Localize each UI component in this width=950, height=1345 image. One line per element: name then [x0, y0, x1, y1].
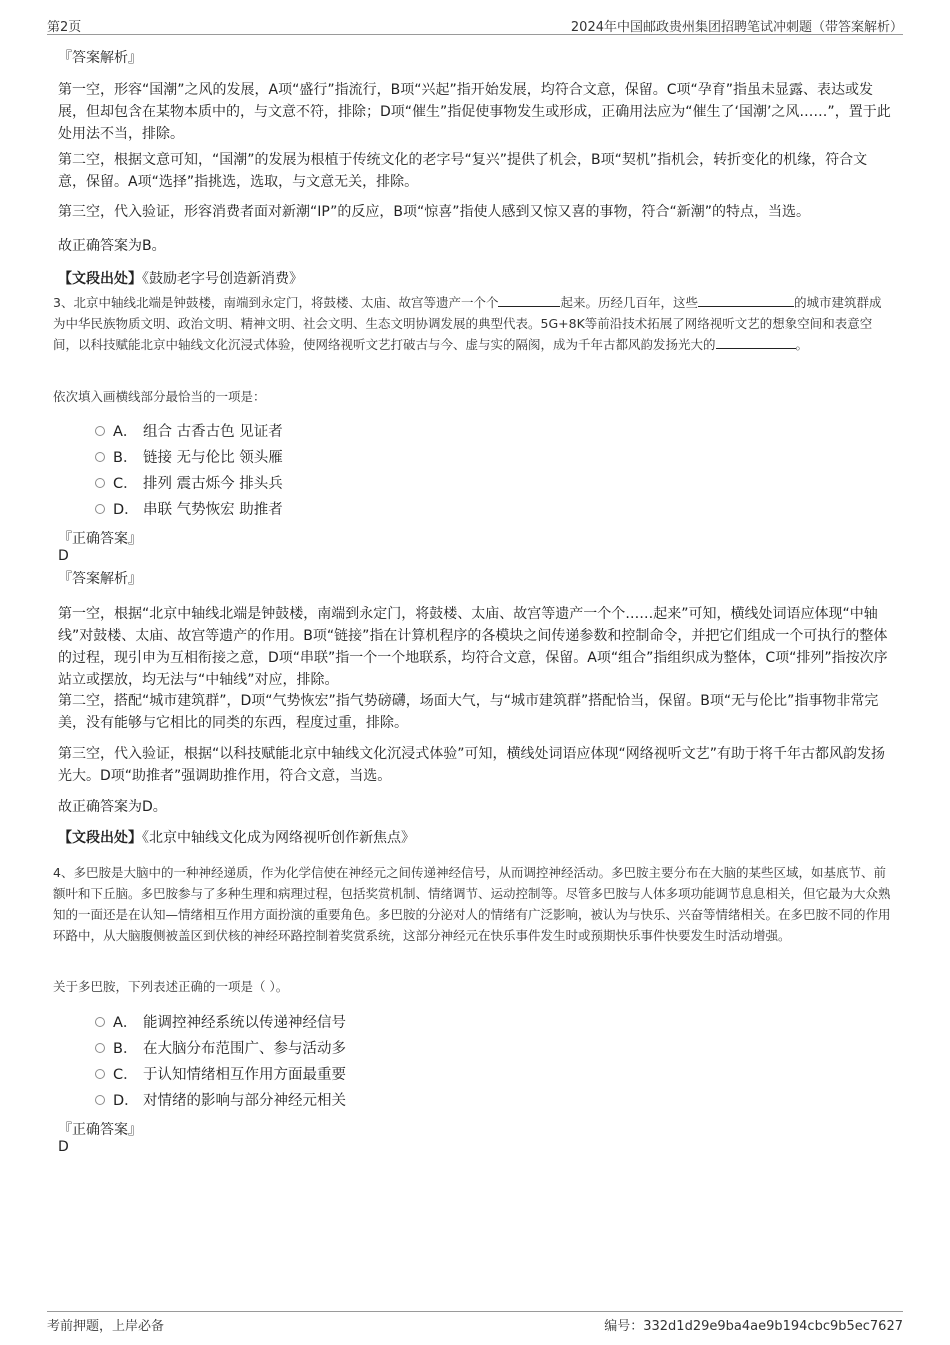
q3-analysis-para-1: 第一空，根据“北京中轴线北端是钟鼓楼，南端到永定门，将鼓楼、太庙、故宫等遗产一个个……起来”可知，横线处词语应体现“中轴线”对鼓楼、太庙、故宫等遗产的作用。B项“链接”指在计算机程序的各模块之间传递参数和控制命令，并把它们组成一个可执行的整体的过程，现引申为互相衔接之意，D项“串联”指一个一个地联系，均符合文意，保留。A项“组合”指组织成为整体，C项“排列”指按次序站立或摆放，均无法与“中轴线”对应，排除。 — [58, 606, 888, 688]
radio-icon[interactable] — [95, 478, 105, 488]
q3-prompt: 依次填入画横线部分最恰当的一项是： — [53, 389, 266, 404]
q2-analysis-para-3: 第三空，代入验证，形容消费者面对新潮“IP”的反应，B项“惊喜”指使人感到又惊又喜的事物，符合“新潮”的特点，当选。 — [58, 204, 810, 220]
radio-icon[interactable] — [95, 1069, 105, 1079]
option-letter: D． — [113, 502, 139, 518]
q3-option-d[interactable] — [95, 500, 283, 520]
q3-option-a[interactable] — [95, 422, 283, 442]
option-letter: A． — [113, 424, 138, 440]
option-text: 组合 古香古色 见证者 — [143, 424, 283, 440]
radio-icon[interactable] — [95, 426, 105, 436]
document-title: 2024年中国邮政贵州集团招聘笔试冲刺题（带答案解析） — [570, 20, 903, 35]
q3-text-part-3: 的城市建筑群成为中华民族物质文明、政治文明、精神文明、社会文明、生态文明协调发展的典型代表。5G+8K等前沿技术拓展了网络视听文艺的想象空间和表意空间，以科技赋能北京中轴线文化沉浸式体验，使网络视听文艺打破古与今、虚与实的隔阂，成为千年古都风韵发扬光大的 — [53, 295, 882, 352]
option-text: 能调控神经系统以传递神经信号 — [143, 1015, 346, 1031]
q3-text-end: 。 — [795, 337, 809, 352]
footer-slogan: 考前押题，上岸必备 — [47, 1319, 165, 1334]
q3-source-label: 【文段出处】 — [58, 830, 142, 846]
q3-analysis-para-2: 第二空，搭配“城市建筑群”，D项“气势恢宏”指气势磅礴，场面大气，与“城市建筑群”搭配恰当，保留。B项“无与伦比”指事物非常完美，没有能够与它相比的同类的东西，程度过重，排除。 — [58, 693, 879, 731]
q4-prompt: 关于多巴胺，下列表述正确的一项是（ ）。 — [53, 979, 289, 994]
q4-question-text: 4、多巴胺是大脑中的一种神经递质，作为化学信使在神经元之间传递神经信号，从而调控神经活动。多巴胺主要分布在大脑的某些区域，如基底节、前额叶和下丘脑。多巴胺参与了多种生理和病理过程，包括奖赏机制、情绪调节、运动控制等。尽管多巴胺与人体多项功能调节息息相关，但它最为大众熟知的一面还是在认知—情绪相互作用方面扮演的重要角色。多巴胺的分泌对人的情绪有广泛影响，被认为与快乐、兴奋等情绪相关。在多巴胺不同的作用环路中，从大脑腹侧被盖区到伏核的神经环路控制着奖赏系统，这部分神经元在快乐事件发生时或预期快乐事件快要发生时活动增强。 — [53, 865, 891, 943]
q3-source-text: 《北京中轴线文化成为网络视听创作新焦点》 — [142, 830, 415, 846]
page-number: 第2页 — [47, 20, 82, 35]
option-text: 排列 震古烁今 排头兵 — [143, 476, 283, 492]
q3-text-part-1: 3、北京中轴线北端是钟鼓楼，南端到永定门，将鼓楼、太庙、故宫等遗产一个个 — [53, 295, 499, 310]
option-text: 链接 无与伦比 领头雁 — [143, 450, 283, 466]
q3-blank-1 — [498, 294, 560, 307]
document-id: 编号：332d1d29e9ba4ae9b194cbc9b5ec7627 — [604, 1319, 903, 1334]
q3-analysis-para-3: 第三空，代入验证，根据“以科技赋能北京中轴线文化沉浸式体验”可知，横线处词语应体现“网络视听文艺”有助于将千年古都风韵发扬光大。D项“助推者”强调助推作用，符合文意，当选。 — [58, 746, 886, 784]
q3-analysis-label: 『答案解析』 — [58, 571, 142, 587]
q3-option-c[interactable] — [95, 474, 283, 494]
option-letter: C． — [113, 1067, 138, 1083]
q3-blank-3 — [716, 336, 796, 349]
q4-option-a[interactable] — [95, 1013, 346, 1033]
option-letter: B． — [113, 450, 138, 466]
q4-option-c[interactable] — [95, 1065, 346, 1085]
q2-analysis-label: 『答案解析』 — [58, 50, 142, 66]
q4-option-d[interactable] — [95, 1091, 346, 1111]
q2-conclusion: 故正确答案为B。 — [58, 238, 166, 254]
option-letter: A． — [113, 1015, 138, 1031]
option-letter: B． — [113, 1041, 138, 1057]
q3-question-text — [53, 292, 893, 355]
q3-text-part-2: 起来。历经几百年，这些 — [560, 295, 698, 310]
q4-correct-label: 『正确答案』 — [58, 1122, 142, 1138]
option-text: 在大脑分布范围广、参与活动多 — [143, 1041, 346, 1057]
radio-icon[interactable] — [95, 504, 105, 514]
q3-option-b[interactable] — [95, 448, 283, 468]
q3-correct-answer: D — [58, 548, 69, 564]
q2-source-label: 【文段出处】 — [58, 271, 142, 287]
q3-correct-label: 『正确答案』 — [58, 531, 142, 547]
q2-analysis-para-1: 第一空，形容“国潮”之风的发展，A项“盛行”指流行，B项“兴起”指开始发展，均符合文意，保留。C项“孕育”指虽未显露、表达或发展，但却包含在某物本质中的，与文意不符，排除；D项“催生”指促使事物发生或形成，正确用法应为“催生了‘国潮’之风……”，置于此处用法不当，排除。 — [58, 82, 891, 142]
option-text: 于认知情绪相互作用方面最重要 — [143, 1067, 346, 1083]
q4-correct-answer: D — [58, 1139, 69, 1155]
q2-source — [58, 269, 892, 289]
option-letter: D． — [113, 1093, 139, 1109]
option-text: 串联 气势恢宏 助推者 — [143, 502, 283, 518]
q2-source-text: 《鼓励老字号创造新消费》 — [142, 271, 303, 287]
page-header — [47, 16, 903, 35]
option-text: 对情绪的影响与部分神经元相关 — [143, 1093, 346, 1109]
q2-analysis-para-2: 第二空，根据文意可知，“国潮”的发展为根植于传统文化的老字号“复兴”提供了机会，B项“契机”指机会，转折变化的机缘，符合文意，保留。A项“选择”指挑选，选取，与文意无关，排除。 — [58, 152, 868, 190]
page-footer — [47, 1311, 903, 1332]
q3-conclusion: 故正确答案为D。 — [58, 799, 167, 815]
option-letter: C． — [113, 476, 138, 492]
radio-icon[interactable] — [95, 1095, 105, 1105]
q3-blank-2 — [698, 294, 794, 307]
radio-icon[interactable] — [95, 452, 105, 462]
radio-icon[interactable] — [95, 1017, 105, 1027]
q4-option-b[interactable] — [95, 1039, 346, 1059]
q3-source — [58, 828, 892, 848]
radio-icon[interactable] — [95, 1043, 105, 1053]
